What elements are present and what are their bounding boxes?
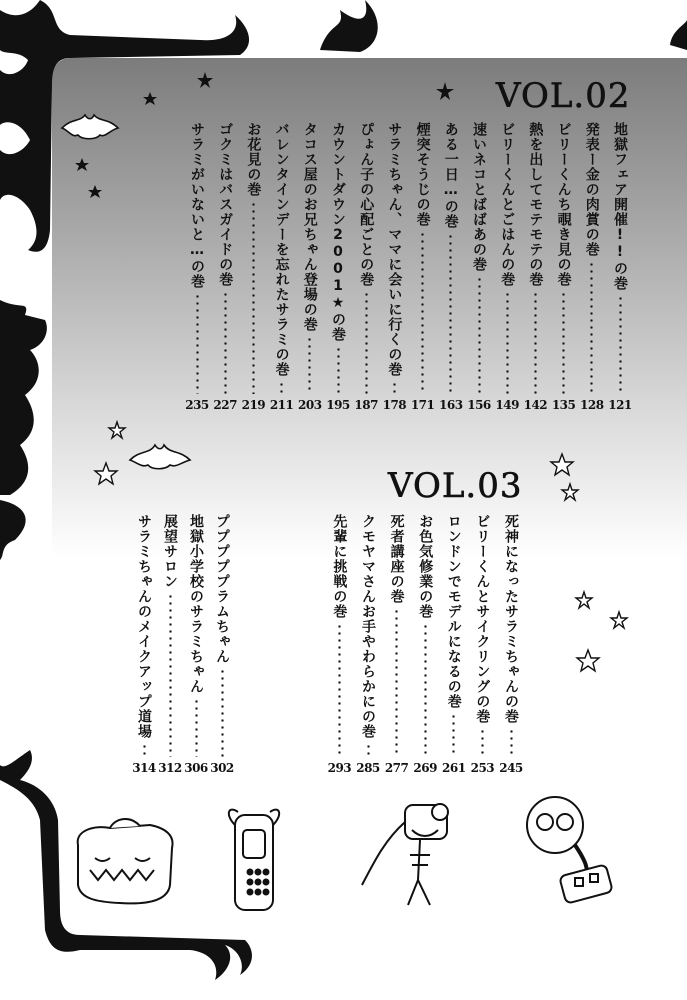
toc-page-number: 285: [356, 761, 380, 775]
toc-leader-dots: [338, 623, 341, 757]
flame-top-right: [670, 20, 687, 50]
toc-entry: [580, 122, 604, 412]
toc-entry-title: ゴクミはバスガイドの巻: [217, 122, 234, 287]
toc-leader-dots: [308, 336, 311, 394]
toc-leader-dots: [590, 261, 593, 394]
toc-entry: [241, 122, 265, 412]
toc-leader-dots: [196, 293, 199, 394]
toc-page-number: 261: [442, 761, 466, 775]
toc-leader-dots: [143, 743, 146, 757]
flame-corner-bottom-left: [0, 750, 252, 980]
toc-leader-dots: [365, 291, 368, 394]
toc-entry-title: サラミちゃんのメイクアップ道場: [136, 514, 152, 739]
toc-entry-title: 熱を出してモテモテの巻: [527, 122, 544, 287]
toc-entry-title: ある一日…の巻: [442, 122, 459, 229]
toc-entry: [470, 514, 494, 775]
toc-leader-dots: [395, 608, 398, 757]
toc-page-number: 156: [467, 398, 491, 412]
toc-entry-title: 先輩に挑戦の巻: [331, 514, 348, 619]
toc-entry: [413, 514, 437, 775]
toc-page-number: 171: [410, 398, 435, 412]
toc-leader-dots: [534, 291, 537, 394]
toc-entry-title: バレンタインデーを忘れたサラミの巻: [273, 122, 290, 377]
toc-leader-dots: [449, 233, 452, 394]
toc-entry-title: カウントダウン2001★の巻: [330, 122, 346, 342]
flame-left-2: [0, 500, 26, 560]
toc-page-number: 149: [495, 398, 519, 412]
toc-entry: [356, 514, 380, 775]
toc-page-number: 203: [298, 398, 322, 412]
toc-leader-dots: [280, 381, 283, 394]
toc-page-number: 227: [213, 398, 237, 412]
toc-page-number: 245: [499, 761, 523, 775]
toc-leader-dots: [506, 291, 509, 394]
toc-entry: [298, 122, 322, 412]
toc-entry-title: 地獄フェア開催!!の巻: [612, 122, 628, 291]
toc-leader-dots: [252, 201, 255, 394]
toc-leader-dots: [169, 593, 172, 757]
toc-leader-dots: [510, 728, 513, 757]
toc-page-number: 219: [241, 398, 266, 412]
toc-entry-title: タコス屋のお兄ちゃん登場の巻: [301, 122, 318, 332]
toc-page-number: 211: [269, 398, 294, 412]
toc-leader-dots: [452, 713, 455, 757]
toc-entry-title: サラミがいないと…の巻: [189, 122, 205, 289]
toc-entry-title: 死者講座の巻: [388, 514, 405, 604]
toc-page-number: 293: [327, 761, 352, 775]
toc-leader-dots: [195, 698, 198, 757]
toc-entry-title: ビリーくんとサイクリングの巻: [474, 514, 491, 724]
toc-leader-dots: [478, 276, 481, 394]
toc-entry: [326, 122, 350, 412]
toc-entry-title: 煙突そうじの巻: [414, 122, 431, 227]
toc-entry: [499, 514, 523, 775]
toc-page-number: 163: [439, 398, 463, 412]
toc-entry-title: ロンドンでモデルになるの巻: [445, 514, 462, 709]
toc-entry: [184, 514, 208, 775]
toc-leader-dots: [393, 381, 396, 394]
toc-leader-dots: [619, 295, 622, 394]
toc-entry: [467, 122, 491, 412]
toc-page-number: 306: [184, 761, 208, 775]
toc-entry-title: プププププラムちゃん: [214, 514, 230, 664]
toc-entry: [354, 122, 378, 412]
flame-corner-top-left: [0, 0, 249, 252]
toc-entry: [439, 122, 463, 412]
toc-entry: [327, 514, 351, 775]
toc-entry: [185, 122, 209, 412]
toc-leader-dots: [481, 728, 484, 757]
toc-page-number: 312: [158, 761, 182, 775]
toc-entry-title: お花見の巻: [245, 122, 262, 197]
toc-entry-title: 展望サロン: [162, 514, 178, 589]
toc-page-number: 195: [326, 398, 350, 412]
toc-page-number: 269: [413, 761, 437, 775]
toc-leader-dots: [421, 231, 424, 394]
vol2-title: VOL.02: [496, 76, 631, 116]
toc-entry-title: サラミちゃん、ママに会いに行くの巻: [386, 122, 403, 377]
toc-entry: [270, 122, 294, 412]
toc-entry: [495, 122, 519, 412]
toc-entry: [385, 514, 409, 775]
flame-top-small: [320, 0, 378, 52]
toc-leader-dots: [367, 743, 370, 757]
toc-entry-title: 発表ー金の肉賞の巻: [583, 122, 600, 257]
toc-page-number: 235: [185, 398, 209, 412]
toc-entry: [210, 514, 234, 775]
toc-page-number: 302: [210, 761, 234, 775]
toc-entry: [523, 122, 547, 412]
toc-entry: [442, 514, 466, 775]
toc-leader-dots: [424, 623, 427, 757]
toc-entry-title: ビリーくんち覗き見の巻: [555, 122, 572, 287]
toc-leader-dots: [224, 291, 227, 394]
toc-entry: [608, 122, 632, 412]
toc-page-number: 253: [470, 761, 495, 775]
toc-page-number: 142: [523, 398, 548, 412]
toc-entry: [158, 514, 182, 775]
toc-entry-title: ビリーくんとごはんの巻: [499, 122, 516, 287]
toc-entry-title: 死神になったサラミちゃんの巻: [503, 514, 519, 724]
toc-page-number: 178: [382, 398, 407, 412]
toc-entry-title: クモヤマさんお手やわらかにの巻: [360, 514, 376, 739]
toc-entry-title: 速いネコとばばあの巻: [471, 122, 487, 272]
toc-leader-dots: [337, 346, 340, 394]
toc-page-number: 128: [580, 398, 604, 412]
toc-entry: [213, 122, 237, 412]
toc-leader-dots: [562, 291, 565, 394]
vol3-title: VOL.03: [388, 466, 523, 506]
toc-page-number: 314: [132, 761, 156, 775]
toc-entry-title: お色気修業の巻: [417, 514, 434, 619]
toc-leader-dots: [221, 668, 224, 757]
toc-page-number: 121: [608, 398, 632, 412]
toc-page-number: 187: [354, 398, 378, 412]
toc-entry: [552, 122, 576, 412]
toc-page-number: 135: [551, 398, 576, 412]
flame-left-1: [0, 300, 47, 495]
toc-entry: [132, 514, 156, 775]
toc-page-number: 277: [384, 761, 409, 775]
toc-entry-title: 地獄小学校のサラミちゃん: [188, 514, 204, 694]
toc-entry-title: ぴょん子の心配ごとの巻: [358, 122, 375, 287]
toc-entry: [382, 122, 406, 412]
toc-entry: [411, 122, 435, 412]
